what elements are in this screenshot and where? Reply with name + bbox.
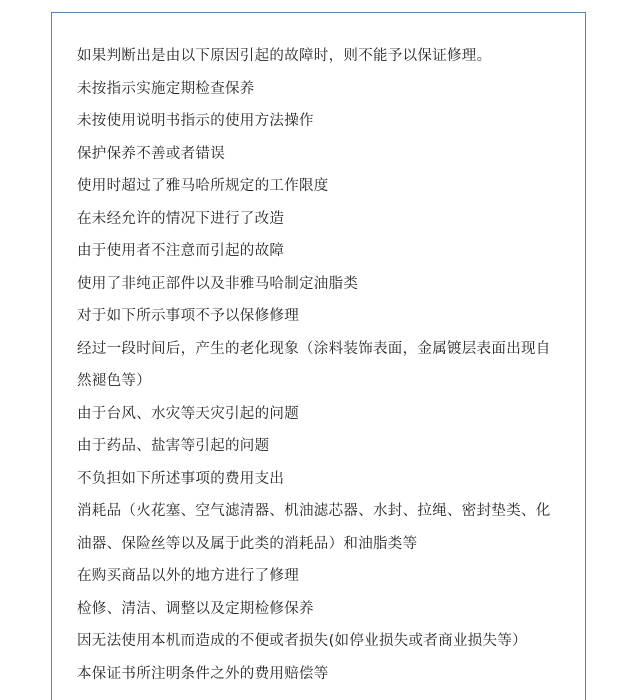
text-line: 检修、清洁、调整以及定期检修保养 (77, 600, 314, 617)
text-line: 由于台风、水灾等天灾引起的问题 (77, 405, 299, 422)
text-line: 使用了非纯正部件以及非雅马哈制定油脂类 (77, 275, 359, 292)
text-line: 在未经允许的情况下进行了改造 (77, 210, 285, 227)
text-line: 消耗品（火花塞、空气滤清器、机油滤芯器、水封、拉绳、密封垫类、化 (77, 503, 551, 519)
text-line: 由于使用者不注意而引起的故障 (77, 243, 285, 259)
warranty-text-block (77, 40, 569, 690)
text-line: 由于药品、盐害等引起的问题 (77, 438, 270, 454)
text-line: 然褪色等） (77, 373, 151, 389)
text-line: 保护保养不善或者错误 (77, 145, 225, 162)
text-line: 经过一段时间后，产生的老化现象（涂料装饰表面，金属镀层表面出现自 (77, 340, 551, 357)
text-line: 本保证书所注明条件之外的费用赔偿等 (77, 665, 329, 682)
text-line: 未按使用说明书指示的使用方法操作 (77, 113, 314, 129)
text-line: 在购买商品以外的地方进行了修理 (77, 568, 299, 584)
section-heading-line: 对于如下所示事项不予以保修修理 (77, 308, 299, 324)
text-line: 因无法使用本机而造成的不便或者损失(如停业损失或者商业损失等） (77, 633, 527, 649)
text-line: 未按指示实施定期检查保养 (77, 80, 255, 97)
section-heading-line: 不负担如下所述事项的费用支出 (77, 470, 285, 487)
text-line: 油器、保险丝等以及属于此类的消耗品）和油脂类等 (77, 535, 418, 552)
intro-line: 如果判断出是由以下原因引起的故障时，则不能予以保证修理。 (77, 48, 492, 64)
text-line: 使用时超过了雅马哈所规定的工作限度 (77, 178, 329, 194)
